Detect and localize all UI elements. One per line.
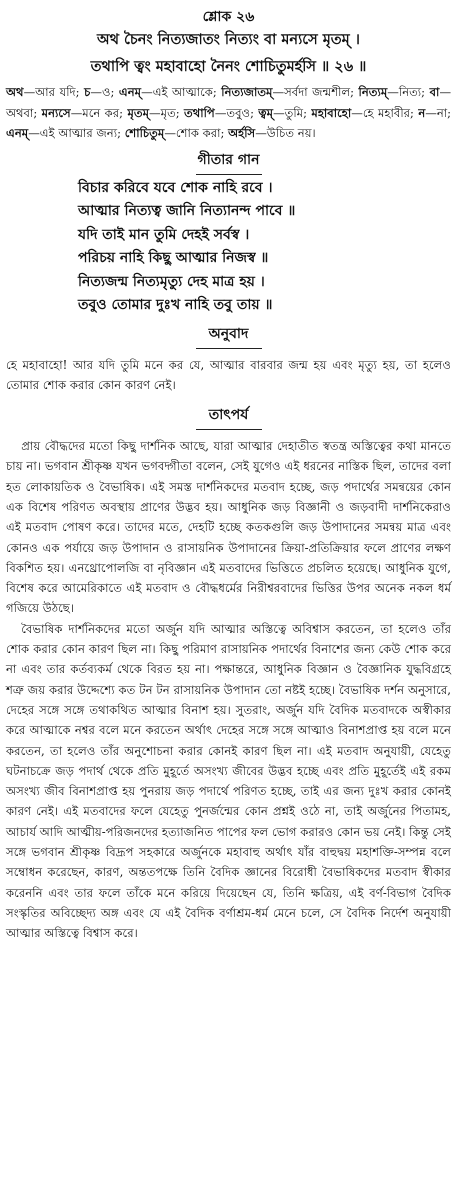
song-line: বিচার করিবে যবে শোক নাহি রবে । xyxy=(78,179,273,196)
word-meaning: উচিত নয়। xyxy=(266,126,316,140)
translation-text: হে মহাবাহো! আর যদি তুমি মনে কর যে, আত্মার বারবার জন্ম হয় এবং মৃত্যু হয়, তা হলেও তোমার শোক করার কোন কারণ নেই। xyxy=(6,357,451,392)
sanskrit-word: এনম্ xyxy=(6,126,29,140)
word-meaning-item: অর্হসি—উচিত নয়। xyxy=(228,126,316,140)
title-underline xyxy=(196,174,262,175)
sanskrit-word: মৃতম্ xyxy=(127,105,150,120)
sloka-line: তথাপি ত্বং মহাবাহো নৈনং শোচিতুমর্হসি ॥ ২৬ ॥ xyxy=(90,58,367,75)
sanskrit-word: বা xyxy=(429,85,440,99)
sanskrit-word: ত্বম্ xyxy=(258,105,274,120)
sanskrit-word: নিত্যজাতম্ xyxy=(221,85,273,99)
word-meaning: মৃত; xyxy=(160,105,180,120)
word-meaning: এই আত্মার জন্য; xyxy=(39,126,121,140)
song-line: নিত্যজন্ম নিত্যমৃত্যু দেহ মাত্র হয় । xyxy=(78,273,265,290)
purport-title: তাৎপর্য xyxy=(208,407,249,424)
sanskrit-word: শোচিতুম্ xyxy=(124,126,165,140)
word-meaning: এই আত্মাকে; xyxy=(152,85,217,99)
sanskrit-word: এনম্ xyxy=(118,85,142,99)
verse-number: শ্লোক ২৬ xyxy=(202,9,255,25)
word-meaning-item: ত্বম্—তুমি; xyxy=(258,105,308,120)
word-meaning-item: মহাবাহো—হে মহাবীর; xyxy=(311,105,414,120)
sanskrit-word: নিত্যম্ xyxy=(358,85,388,99)
word-meaning-item: বা—অথবা; xyxy=(6,85,452,120)
song-line: যদি তাই মান তুমি দেহই সর্বস্ব । xyxy=(78,226,250,243)
sanskrit-word: অথ xyxy=(6,85,24,99)
word-meaning-item: মন্যসে—মনে কর; xyxy=(41,105,124,120)
sloka-block xyxy=(6,28,451,78)
word-meaning-item: নিত্যম্—নিত্য; xyxy=(358,85,426,99)
word-meaning-item: নিত্যজাতম্—সর্বদা জন্মশীল; xyxy=(221,85,355,99)
word-meaning-item: শোচিতুম্—শোক করা; xyxy=(124,126,225,140)
word-meaning-item: চ—ও; xyxy=(84,85,115,99)
word-meaning: না; xyxy=(436,105,452,120)
word-meaning-item: অথ—আর যদি; xyxy=(6,85,80,99)
word-meaning: তুমি; xyxy=(284,105,308,120)
word-meaning-item: এনম্—এই আত্মার জন্য; xyxy=(6,126,121,140)
song-line: পরিচয় নাহি কিছু আত্মার নিজস্ব ॥ xyxy=(78,250,269,266)
song-line: আত্মার নিত্যত্ব জানি নিত্যানন্দ পাবে ॥ xyxy=(78,203,296,219)
purport-paragraph: বৈভাষিক দার্শনিকদের মতো অর্জুন যদি আত্মার অস্তিত্বে অবিশ্বাস করতেন, তা হলেও তাঁর শোক করার কোন কারণ ছিল না। কিছু পরিমাণ রাসায়নিক পদার্থের বিনাশের জন্য কেউ শোক করে না এবং তার কর্তব্যকর্ম থেকে বিরত হয় না। পক্ষান্তরে, আধুনিক বিজ্ঞান ও বৈজ্ঞানিক যুদ্ধবিগ্রহে শত্রু জয় করার উদ্দেশ্যে কত টন টন রাসায়নিক উপাদান তো নষ্টই হচ্ছে। বৈভাষিক দর্শন অনুসারে, দেহের সঙ্গে সঙ্গে তথাকথিত আত্মার বিনাশ হয়। সুতরাং, অর্জুন যদি বৈদিক মতবাদকে অস্বীকার করে আত্মাকে নশ্বর বলে মনে করতেন অর্থাৎ দেহের সঙ্গে সঙ্গে আত্মাও বিনাশপ্রাপ্ত হয় বলে মনে করতেন, তা হলেও তাঁর অনুশোচনা করার কোনই কারণ ছিল না। এই মতবাদ অনুযায়ী, যেহেতু ঘটনাচক্রে জড় পদার্থ থেকে প্রতি মুহূর্তে অসংখ্য জীবের উদ্ভব হচ্ছে এবং প্রতি মুহূর্তেই এই রকম অসংখ্য জীব বিনাশপ্রাপ্ত হয় পুনরায় জড় পদার্থে পরিণত হচ্ছে, তাই এর জন্য দুঃখ করার কোনই কারণ নেই। এই মতবাদের ফলে যেহেতু পুনর্জন্মের কোন প্রশ্নই ওঠে না, তাই অর্জুনের পিতামহ, আচার্য আদি আত্মীয়-পরিজনদের হত্যাজনিত পাপের ফল ভোগ করারও কোন ভয় নেই। কিন্তু সেই সঙ্গে ভগবান শ্রীকৃষ্ণ বিদ্রূপ সহকারে অর্জুনকে মহাবাহু অর্থাৎ যাঁর বাহুদ্বয় মহাশক্তি-সম্পন্ন বলে সম্বোধন করেছেন, কারণ, অন্ততপক্ষে তিনি বৈদিক জ্ঞানের বিরোধী বৈভাষিকদের মতবাদ স্বীকার করেননি এবং তার ফলে তাঁকে মনে করিয়ে দিয়েছেন যে, তিনি ক্ষত্রিয়, এই বর্ণ-বিভাগ বৈদিক সংস্কৃতির অবিচ্ছেদ্য অঙ্গ এবং যে এই বৈদিক বর্ণাশ্রম-ধর্ম মেনে চলে, সে বৈদিক নির্দেশ অনুযায়ী আত্মার অস্তিত্বে বিশ্বাস করে। xyxy=(6,621,451,941)
sanskrit-word: মন্যসে xyxy=(41,105,71,120)
word-meaning: হে মহাবীর; xyxy=(362,105,414,120)
word-meaning: আর যদি; xyxy=(35,85,80,99)
sanskrit-word: তথাপি xyxy=(184,105,215,120)
word-meaning: অথবা; xyxy=(6,105,38,120)
purport-paragraph: প্রায় বৌদ্ধদের মতো কিছু দার্শনিক আছে, যারা আত্মার দেহাতীত স্বতন্ত্র অস্তিত্বের কথা মানতে চায় না। ভগবান শ্রীকৃষ্ণ যখন ভগবদ্গীতা বলেন, সেই যুগেও এই ধরনের নাস্তিক ছিল, তাদের বলা হত লোকায়তিক ও বৈভাষিক। এই সমস্ত দার্শনিকদের মতবাদ হচ্ছে, জড় পদার্থের সমন্বয়ের কোন এক বিশেষ পরিণত অবস্থায় প্রাণের উদ্ভব হয়। আধুনিক জড় বিজ্ঞানী ও জড়বাদী দার্শনিকেরাও এই মতবাদ পোষণ করে। তাদের মতে, দেহটি হচ্ছে কতকগুলি জড় উপাদানের সমন্বয় মাত্র এবং কোনও এক পর্যায়ে জড় উপাদান ও রাসায়নিক উপাদানের ক্রিয়া-প্রতিক্রিয়ার ফলে প্রাণের লক্ষণ বিকশিত হয়। এনথ্রোপোলজি বা নৃবিজ্ঞান এই মতবাদের ভিত্তিতে প্রচলিত হয়েছে। আধুনিক যুগে, বিশেষ করে আমেরিকাতে এই মতবাদ ও বৌদ্ধধর্মের নিরীশ্বরবাদের ভিত্তির উপর অনেক নকল ধর্ম গজিয়ে উঠছে। xyxy=(6,439,451,616)
word-meaning-item: ন—না; xyxy=(418,105,452,120)
word-meaning: তবুও; xyxy=(226,105,254,120)
song-line: তবুও তোমার দুঃখ নাহি তবু তায় ॥ xyxy=(78,297,273,313)
word-meaning: সর্বদা জন্মশীল; xyxy=(284,85,355,99)
sanskrit-word: মহাবাহো xyxy=(311,105,352,120)
sanskrit-word: চ xyxy=(84,85,91,99)
word-meaning: ও; xyxy=(101,85,115,99)
word-meaning: নিত্য; xyxy=(398,85,426,99)
word-meaning-item: মৃতম্—মৃত; xyxy=(127,105,180,120)
title-underline xyxy=(196,429,262,430)
word-meaning: মনে কর; xyxy=(82,105,124,120)
translation-title: অনুবাদ xyxy=(208,325,249,342)
song-block xyxy=(78,177,451,318)
word-meanings xyxy=(6,82,451,144)
word-meaning-item: এনম্—এই আত্মাকে; xyxy=(118,85,217,99)
sanskrit-word: ন xyxy=(418,105,426,120)
title-underline xyxy=(196,348,262,349)
word-meaning-item: তথাপি—তবুও; xyxy=(184,105,254,120)
sanskrit-word: অর্হসি xyxy=(228,126,256,140)
word-meaning: শোক করা; xyxy=(175,126,225,140)
song-title: গীতার গান xyxy=(197,151,260,168)
sloka-line: অথ চৈনং নিত্যজাতং নিত্যং বা মন্যসে মৃতম্ । xyxy=(97,31,360,48)
